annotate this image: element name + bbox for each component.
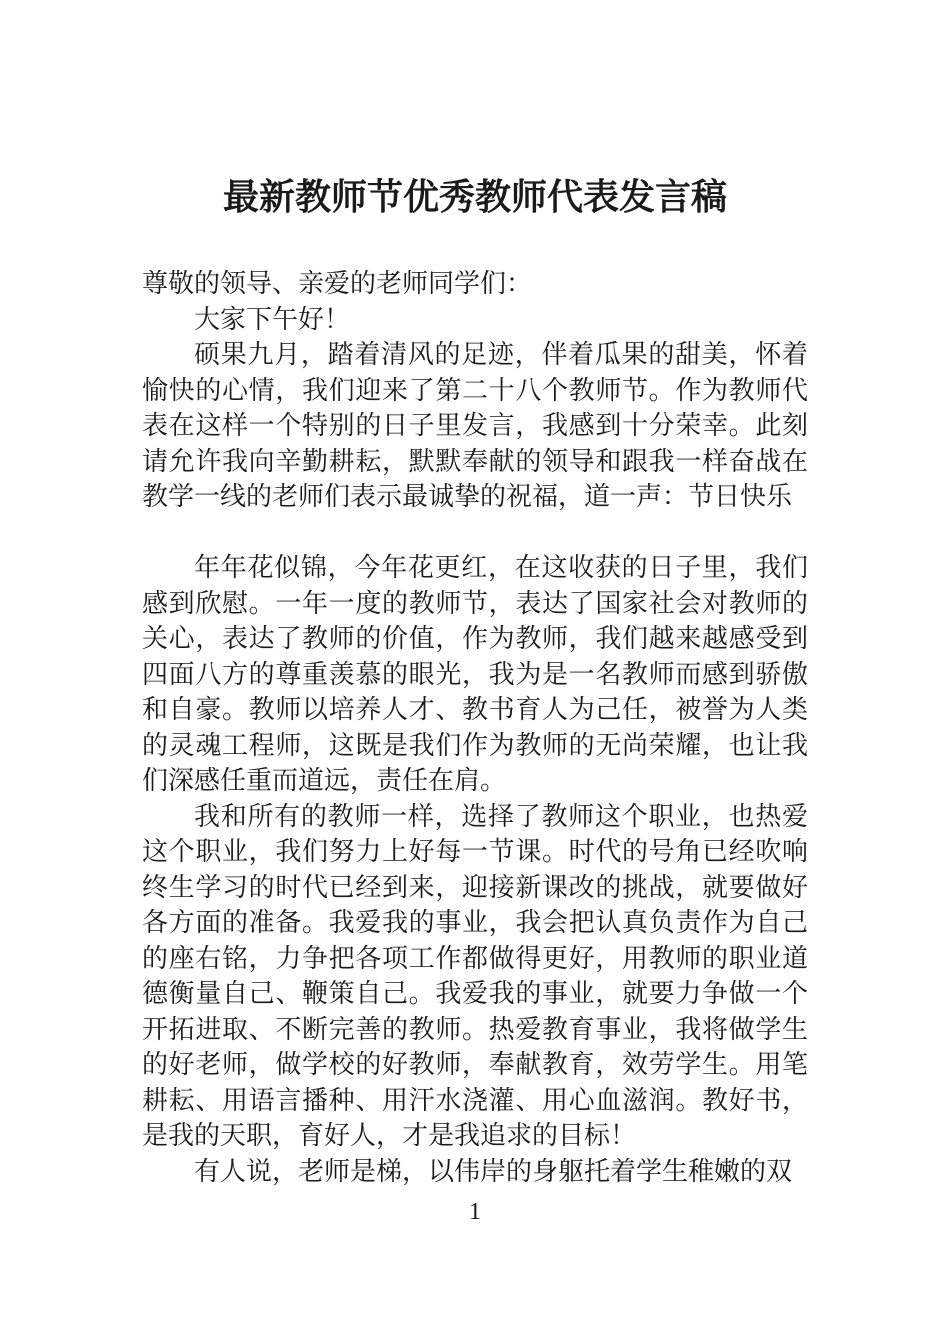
paragraph: 尊敬的领导、亲爱的老师同学们：	[142, 268, 533, 298]
paragraph: 大家下午好！	[194, 303, 351, 334]
page-number: 1	[469, 1199, 481, 1225]
paragraph: 硕果九月，踏着清风的足迹，伴着瓜果的甜美，怀着愉快的心情，我们迎来了第二十八个教师节。作为教师代表在这样一个特别的日子里发言，我感到十分荣幸。此刻请允许我向辛勤耕耘，默默奉献的领导和跟我一样奋战在教学一线的老师们表示最诚挚的祝福，道一声：节日快乐	[142, 339, 808, 511]
document-title: 最新教师节优秀教师代表发言稿	[222, 176, 727, 217]
paragraph: 年年花似锦，今年花更红，在这收获的日子里，我们感到欣慰。一年一度的教师节，表达了国家社会对教师的关心，表达了教师的价值，作为教师，我们越来越感受到四面八方的尊重羡慕的眼光，我为是一名教师而感到骄傲和自豪。教师以培养人才、教书育人为己任，被誉为人类的灵魂工程师，这既是我们作为教师的无尚荣耀，也让我们深感任重而道远，责任在肩。	[142, 552, 808, 795]
paragraph: 我和所有的教师一样，选择了教师这个职业，也热爱这个职业，我们努力上好每一节课。时代的号角已经吹响终生学习的时代已经到来，迎接新课改的挑战，就要做好各方面的准备。我爱我的事业，我会把认真负责作为自己的座右铭，力争把各项工作都做得更好，用教师的职业道德衡量自己、鞭策自己。我爱我的事业，就要力争做一个开拓进取、不断完善的教师。热爱教育事业，我将做学生的好老师，做学校的好教师，奉献教育，效劳学生。用笔耕耘、用语言播种、用汗水浇灌、用心血滋润。教好书，是我的天职，育好人，才是我追求的目标！	[142, 800, 808, 1150]
paragraph: 有人说，老师是梯，以伟岸的身躯托着学生稚嫩的双	[194, 1155, 793, 1186]
document-body	[142, 266, 808, 1189]
